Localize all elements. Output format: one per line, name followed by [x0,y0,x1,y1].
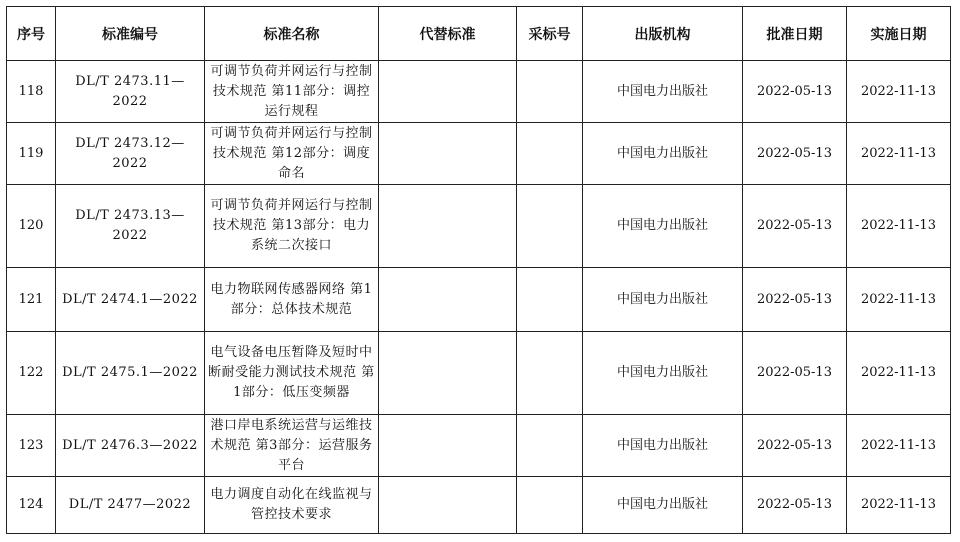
header-publisher: 出版机构 [583,7,743,61]
cell-serial-number: 118 [7,61,56,123]
cell-adopted-standard [517,332,583,415]
cell-standard-code: DL/T 2473.11—2022 [56,61,205,123]
cell-implementation-date: 2022-11-13 [847,123,951,185]
cell-replaced-standard [379,61,517,123]
cell-implementation-date: 2022-11-13 [847,61,951,123]
cell-standard-code: DL/T 2473.12—2022 [56,123,205,185]
cell-publisher: 中国电力出版社 [583,415,743,477]
cell-replaced-standard [379,185,517,268]
cell-approval-date: 2022-05-13 [743,332,847,415]
cell-approval-date: 2022-05-13 [743,185,847,268]
cell-adopted-standard [517,185,583,268]
table-row [7,477,951,534]
cell-replaced-standard [379,123,517,185]
cell-standard-code: DL/T 2474.1—2022 [56,268,205,332]
cell-implementation-date: 2022-11-13 [847,332,951,415]
cell-standard-name: 电力物联网传感器网络 第1部分：总体技术规范 [205,268,379,332]
cell-approval-date: 2022-05-13 [743,61,847,123]
header-approval-date: 批准日期 [743,7,847,61]
cell-serial-number: 121 [7,268,56,332]
cell-adopted-standard [517,268,583,332]
cell-publisher: 中国电力出版社 [583,268,743,332]
cell-adopted-standard [517,61,583,123]
cell-replaced-standard [379,477,517,534]
cell-serial-number: 124 [7,477,56,534]
cell-replaced-standard [379,332,517,415]
cell-approval-date: 2022-05-13 [743,123,847,185]
cell-publisher: 中国电力出版社 [583,185,743,268]
cell-standard-code: DL/T 2473.13—2022 [56,185,205,268]
header-replaced-standard: 代替标准 [379,7,517,61]
cell-standard-code: DL/T 2477—2022 [56,477,205,534]
cell-standard-name: 电力调度自动化在线监视与管控技术要求 [205,477,379,534]
header-standard-name: 标准名称 [205,7,379,61]
cell-serial-number: 123 [7,415,56,477]
cell-standard-name: 可调节负荷并网运行与控制技术规范 第12部分：调度命名 [205,123,379,185]
cell-publisher: 中国电力出版社 [583,477,743,534]
standards-table [6,6,951,534]
cell-replaced-standard [379,268,517,332]
table-header-row [7,7,951,61]
cell-standard-code: DL/T 2476.3—2022 [56,415,205,477]
cell-approval-date: 2022-05-13 [743,477,847,534]
cell-standard-name: 电气设备电压暂降及短时中断耐受能力测试技术规范 第1部分：低压变频器 [205,332,379,415]
cell-approval-date: 2022-05-13 [743,268,847,332]
cell-implementation-date: 2022-11-13 [847,477,951,534]
table-row [7,185,951,268]
cell-approval-date: 2022-05-13 [743,415,847,477]
cell-standard-name: 可调节负荷并网运行与控制技术规范 第13部分：电力系统二次接口 [205,185,379,268]
table-row [7,61,951,123]
header-serial-number: 序号 [7,7,56,61]
cell-serial-number: 120 [7,185,56,268]
cell-standard-name: 港口岸电系统运营与运维技术规范 第3部分：运营服务平台 [205,415,379,477]
cell-implementation-date: 2022-11-13 [847,415,951,477]
table-row [7,415,951,477]
cell-adopted-standard [517,123,583,185]
cell-serial-number: 119 [7,123,56,185]
table-row [7,123,951,185]
cell-adopted-standard [517,415,583,477]
cell-replaced-standard [379,415,517,477]
cell-standard-code: DL/T 2475.1—2022 [56,332,205,415]
header-standard-code: 标准编号 [56,7,205,61]
cell-serial-number: 122 [7,332,56,415]
cell-publisher: 中国电力出版社 [583,332,743,415]
table-row [7,268,951,332]
cell-publisher: 中国电力出版社 [583,123,743,185]
cell-adopted-standard [517,477,583,534]
table-row [7,332,951,415]
cell-standard-name: 可调节负荷并网运行与控制技术规范 第11部分：调控运行规程 [205,61,379,123]
cell-implementation-date: 2022-11-13 [847,185,951,268]
cell-publisher: 中国电力出版社 [583,61,743,123]
cell-implementation-date: 2022-11-13 [847,268,951,332]
header-implementation-date: 实施日期 [847,7,951,61]
header-adopted-standard: 采标号 [517,7,583,61]
